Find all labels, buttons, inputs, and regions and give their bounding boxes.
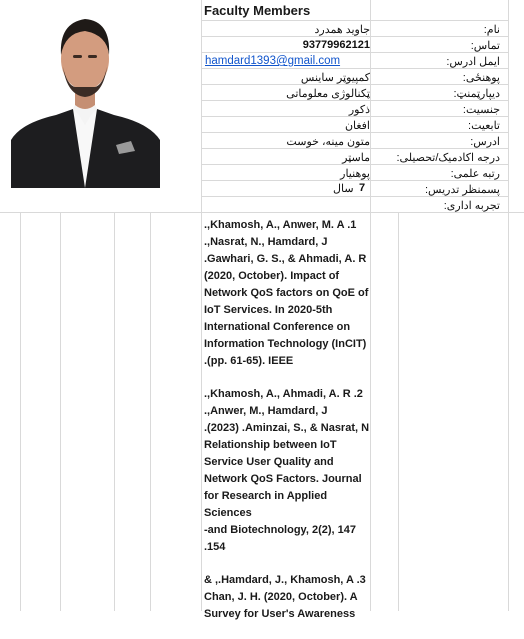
email-label: ایمل ادرس:	[446, 56, 500, 68]
grid-row-line	[201, 36, 508, 37]
experience-label: پسمنظر تدریس:	[425, 184, 500, 196]
grid-row-line	[201, 20, 508, 21]
publication-item: .,Khamosh, A., Ahmadi, A. R .2 .,Anwer, M., Hamdard, J .(2023) .Aminzai, S., & Nasrat, N Relationship between IoT Service User Quality and Network QoS Factors. Journal for Research in Applied Sciences -and Biotechnology, 2(2), 147 .154	[204, 388, 370, 553]
department-label: دیپارټمنټ:	[453, 88, 500, 100]
profile-photo	[11, 5, 160, 188]
grid-row-line	[201, 164, 508, 165]
nationality-label: تابعیت:	[468, 120, 500, 132]
grid-col-line	[508, 0, 509, 611]
email-link[interactable]: hamdard1393@gmail.com	[205, 55, 341, 67]
department-value: ټکنالوژی معلوماتی	[286, 88, 370, 100]
grid-col-line	[201, 0, 202, 611]
rank-label: رتبه علمی:	[450, 168, 500, 180]
address-value: متون مینه، خوست	[286, 136, 370, 148]
phone-value: 93779962121	[302, 39, 370, 51]
grid-col-line	[370, 0, 371, 611]
publications-list	[204, 217, 370, 639]
grid-col-line	[20, 212, 21, 611]
grid-row-line	[0, 212, 524, 213]
publication-item: & ,.Hamdard, J., Khamosh, A .3 Chan, J. H. (2020, October). A Survey for User's Awareness	[204, 574, 366, 620]
admin-experience-label: تجربه اداری:	[443, 200, 500, 212]
experience-unit: سال	[333, 183, 354, 195]
address-label: ادرس:	[470, 136, 500, 148]
phone-label: تماس:	[470, 40, 500, 52]
faculty-label: پوهنځی:	[462, 72, 500, 84]
grid-row-line	[201, 116, 508, 117]
publication-item: .,Khamosh, A., Anwer, M. A .1 .,Nasrat, N., Hamdard, J .Gawhari, G. S., & Ahmadi, A. R (2020, October). Impact of Network QoS factors on QoE of IoT Services. In 2020-5th International Conference on Information Technology (InCIT) .(pp. 61-65). IEEE	[204, 219, 369, 367]
grid-col-line	[114, 212, 115, 611]
grid-col-line	[150, 212, 151, 611]
degree-value: ماسټر	[342, 152, 370, 164]
rank-value: پوهنیار	[340, 168, 370, 180]
faculty-value: کمپیوټر ساینس	[300, 72, 370, 84]
grid-row-line	[201, 132, 508, 133]
grid-row-line	[201, 52, 508, 53]
gender-value: ذکور	[348, 104, 370, 116]
grid-row-line	[201, 196, 508, 197]
gender-label: جنسیت:	[462, 104, 500, 116]
grid-row-line	[201, 148, 508, 149]
grid-row-line	[201, 100, 508, 101]
grid-row-line	[201, 180, 508, 181]
grid-col-line	[398, 212, 399, 611]
experience-years-value: 7	[359, 182, 366, 194]
grid-row-line	[201, 68, 508, 69]
grid-row-line	[201, 84, 508, 85]
degree-label: درجه اکادمیک/تحصیلی:	[396, 152, 500, 164]
page-title: Faculty Members	[204, 3, 311, 18]
grid-col-line	[60, 212, 61, 611]
name-label: نام:	[483, 24, 500, 36]
name-value: جاوید همدرد	[314, 24, 370, 36]
nationality-value: افغان	[344, 120, 370, 132]
